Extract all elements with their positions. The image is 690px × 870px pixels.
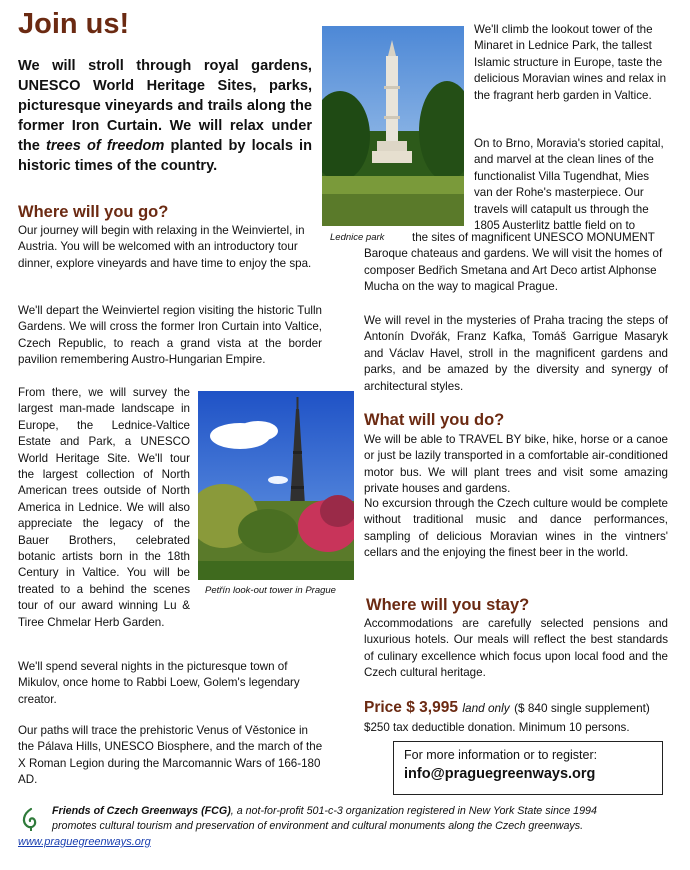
where-go-paragraph-2: We'll depart the Weinviertel region visiting the historic Tulln Gardens. We will cross the former Iron Curtain into Valtice, Czech Republic, to reach a grand vista at the border pavilion remembering Austro-Hungarian Empire.: [18, 304, 322, 367]
heading-where-stay: Where will you stay?: [366, 596, 530, 614]
right-paragraph-2a: On to Brno, Moravia's storied capital, and marvel at the clean lines of the functionalist Villa Tugendhat, Mies van der Rohe's masterpiece. Our travels will catapult us through the 1805 Austerlitz battle field on to: [474, 137, 664, 233]
what-do-paragraph-1: We will be able to TRAVEL BY bike, hike, horse or a canoe or just be lazily transported in a comfortable air-conditioned motor bus. We will plant trees and visit some amazing private houses and gardens.: [364, 433, 668, 496]
minimum-persons: Minimum 10 persons.: [518, 721, 630, 734]
donation-line: [364, 720, 684, 736]
petrin-tower-photo: [198, 391, 354, 580]
what-do-paragraph-2: No excursion through the Czech culture would be complete without traditional music and dance performances, sampling of delicious Moravian wines in the vintners' cellars and the enjoying the finest beer in the world.: [364, 497, 668, 560]
lednice-park-photo: [322, 26, 464, 226]
footer-org-name: Friends of Czech Greenways (FCG): [52, 805, 231, 817]
right-paragraph-2b: the sites of magnificent UNESCO MONUMENT Baroque chateaus and gardens. We will visit the homes of composer Bedřich Smetana and Art Deco artist Alphonse Mucha on the way to magical Prague.: [364, 231, 663, 294]
price-land-only: land only: [462, 701, 510, 715]
where-go-paragraph-4: We'll spend several nights in the picturesque town of Mikulov, once home to Rabbi Loew, Golem's legendary creator.: [18, 660, 300, 706]
footer-website-link[interactable]: www.praguegreenways.org: [18, 836, 151, 848]
leaf-spiral-icon: [18, 806, 44, 832]
right-paragraph-1: We'll climb the lookout tower of the Minaret in Lednice Park, the tallest Islamic structure in Europe, taste the delicious Moravian wines and relax in the fragrant herb garden in Valtice.: [474, 23, 667, 102]
lednice-caption: Lednice park: [330, 232, 385, 243]
intro-paragraph: We will stroll through royal gardens, UNESCO World Heritage Sites, parks, picturesque vineyards and trails along the former Iron Curtain. We will relax under the trees of freedom planted by locals in historic times of the country.: [18, 58, 313, 174]
contact-email[interactable]: info@praguegreenways.org: [404, 766, 596, 782]
price-amount: Price $ 3,995: [364, 699, 458, 716]
contact-label: For more information or to register:: [404, 748, 598, 762]
footer-org-text: Friends of Czech Greenways (FCG), a not-for-profit 501-c-3 organization registered in New York State since 1994 promotes cultural tourism and preservation of environment and cultural monuments along the Czech greenways.: [52, 804, 682, 834]
price-line: [364, 699, 684, 717]
where-go-paragraph-3: From there, we will survey the largest man-made landscape in Europe, the Lednice-Valtice Estate and Park, a UNESCO World Heritage Site. We'll tour the largest collection of North American trees outside of North America in Lednice. We will also appreciate the legacy of the Bauer Brothers, celebrated botanic artists born in the 18th Century in Valtice. You will be treated to a behind the scenes tour of our award winning Lu & Tiree Chmelar Herb Garden.: [18, 386, 190, 629]
where-go-paragraph-5: Our paths will trace the prehistoric Venus of Věstonice in the Pálava Hills, UNESCO Biosphere, and the march of the X Roman Legion during the Marcomannic Wars of 166-180 AD.: [18, 724, 323, 787]
contact-box: [393, 741, 663, 795]
price-supplement: ($ 840 single supplement): [514, 701, 650, 715]
footer-desc-line2: promotes cultural tourism and preservation of environment and cultural monuments along the Czech greenways.: [52, 820, 584, 832]
where-go-paragraph-1: Our journey will begin with relaxing in the Weinviertel, in Austria. You will be welcomed with an introductory tour dinner, explore vineyards and have time to enjoy the spa.: [18, 224, 312, 270]
donation-text: $250 tax deductible donation.: [364, 721, 516, 734]
page-title: Join us!: [18, 8, 130, 40]
petrin-caption: Petřín look-out tower in Prague: [205, 585, 336, 596]
heading-what-do: What will you do?: [364, 411, 505, 429]
where-stay-paragraph: Accommodations are carefully selected pensions and luxurious hotels. Our meals will reflect the best standards of culinary excellence which focus upon local food and the Czech cultural heritage.: [364, 617, 668, 680]
right-paragraph-3: We will revel in the mysteries of Praha tracing the steps of Antonín Dvořák, Franz Kafka, Tomáš Garrigue Masaryk and Václav Havel, stroll in the magnificent gardens and parks, and be amazed by the diversity and synergy of architectural styles.: [364, 314, 668, 393]
heading-where-go: Where will you go?: [18, 203, 169, 221]
